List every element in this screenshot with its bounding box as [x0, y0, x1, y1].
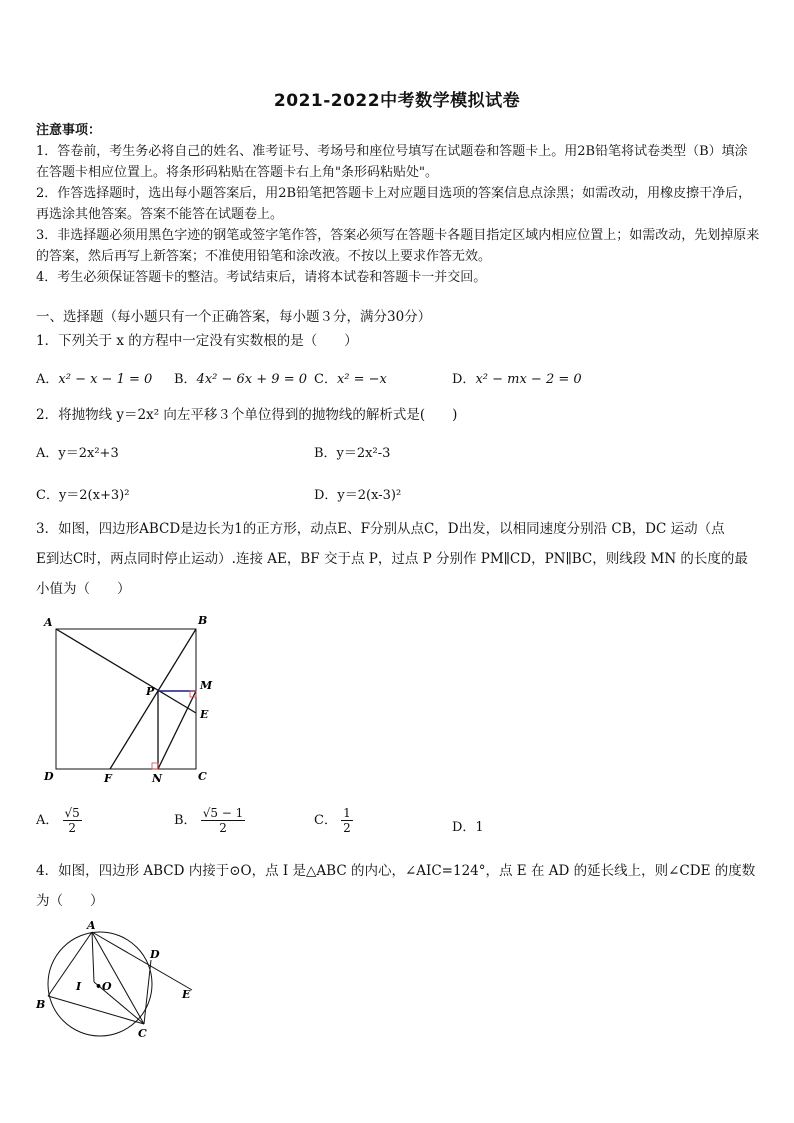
- q3-option-a: A． $\frac{√5}{2}$: [36, 806, 80, 835]
- q1-option-c-expr: x² = −x: [336, 372, 387, 387]
- q3-label-m: M: [200, 679, 213, 692]
- q3-label-e: E: [200, 708, 209, 721]
- q3-square: [56, 629, 196, 769]
- q3-option-b-num: √5 − 1: [202, 806, 244, 820]
- q3-option-a-den: 2: [68, 821, 76, 835]
- q3-label-f: F: [104, 772, 112, 785]
- q4-label-o: •O: [95, 980, 112, 993]
- q1-option-d: D．x² − mx − 2 = 0: [452, 372, 582, 387]
- q2-option-d: D．y＝2(x-3)²: [314, 488, 402, 503]
- section-heading: 一、选择题（每小题只有一个正确答案，每小题３分，满分30分）: [36, 309, 432, 325]
- q1-option-a: A．x² − x − 1 = 0: [36, 372, 153, 387]
- question-3-stem: [36, 514, 760, 604]
- q3-label-n: N: [152, 772, 163, 785]
- q1-option-a-expr: x² − x − 1 = 0: [58, 372, 153, 387]
- q3-right-angle-n: [152, 763, 158, 769]
- q3-line-ae: [56, 629, 196, 713]
- q4-line-ai: [92, 932, 94, 982]
- note-item-2: 2．作答选择题时，选出每小题答案后，用2B铅笔把答题卡上对应题目选项的答案信息点涂黑；如需改动，用橡皮擦干净后，再选涂其他答案。答案不能答在试题卷上。: [36, 186, 752, 222]
- q3-label-p: P: [146, 685, 155, 698]
- q4-line-ac: [92, 932, 144, 1024]
- q3-line-bf: [110, 629, 196, 769]
- q4-label-a: A: [87, 919, 96, 932]
- note-item-3: 3．非选择题必须用黑色字迹的钢笔或签字笔作答，答案必须写在答题卡各题目指定区域内相应位置上；如需改动，先划掉原来的答案，然后再写上新答案；不准使用铅笔和涂改液。不按以上要求作答无效。: [36, 228, 760, 264]
- q3-label-a: A: [44, 616, 53, 629]
- q3-stem-line-2: E到达C时，两点同时停止运动）.连接 AE，BF 交于点 P，过点 P 分别作 PM∥CD，PN∥BC，则线段 MN 的长度的最: [36, 551, 748, 567]
- q3-stem-line-1: 3．如图，四边形ABCD是边长为1的正方形，动点E、F分别从点C，D出发，以相同速度分别沿 CB，DC 运动（点: [36, 521, 725, 537]
- q4-label-i: I: [76, 980, 82, 993]
- q1-option-d-expr: x² − mx − 2 = 0: [475, 372, 582, 387]
- q2-option-c: C．y＝2(x+3)²: [36, 488, 130, 503]
- question-4-stem: [36, 856, 760, 916]
- q3-option-d: D．1: [452, 820, 484, 835]
- q3-option-c-num: 1: [343, 806, 351, 820]
- question-2-options-row1: [36, 442, 760, 462]
- q4-label-e: E: [182, 988, 191, 1001]
- q4-label-d: D: [150, 948, 160, 961]
- question-1-stem: 1．下列关于 x 的方程中一定没有实数根的是（ ）: [36, 333, 358, 349]
- q3-stem-line-3: 小值为（ ）: [36, 581, 131, 597]
- q3-label-b: B: [198, 614, 208, 627]
- q4-label-b: B: [36, 998, 46, 1011]
- q3-label-d: D: [44, 770, 54, 783]
- notes-heading: 注意事项：: [36, 123, 102, 138]
- q3-option-b: B． $\frac{√5 - 1}{2}$: [174, 806, 244, 835]
- q3-option-c: C． $\frac{1}{2}$: [314, 806, 351, 835]
- question-2-stem: 2．将抛物线 y＝2x² 向左平移３个单位得到的抛物线的解析式是( ): [36, 407, 458, 423]
- page-title: 2021-2022中考数学模拟试卷: [273, 91, 521, 111]
- q3-line-mn: [158, 691, 196, 769]
- q4-label-c: C: [138, 1027, 147, 1040]
- q1-option-c: C．x² = −x: [314, 372, 387, 387]
- note-item-4: 4．考生必须保证答题卡的整洁。考试结束后，请将本试卷和答题卡一并交回。: [36, 270, 487, 285]
- q3-option-a-num: √5: [64, 806, 80, 820]
- q4-line-cd: [144, 960, 151, 1024]
- q4-circle-figure: [34, 918, 204, 1042]
- q3-option-b-den: 2: [219, 821, 227, 835]
- q4-stem-line-1: 4．如图，四边形 ABCD 内接于⊙O，点 I 是△ABC 的内心，∠AIC=124°，点 E 在 AD 的延长线上，则∠CDE 的度数: [36, 863, 756, 879]
- q3-option-c-den: 2: [343, 821, 351, 835]
- q1-option-b: B．4x² − 6x + 9 = 0: [174, 372, 307, 387]
- question-1-options: [36, 368, 760, 388]
- note-item-1: 1．答卷前，考生务必将自己的姓名、准考证号、考场号和座位号填写在试题卷和答题卡上。用2B铅笔将试卷类型（B）填涂在答题卡相应位置上。将条形码粘贴在答题卡右上角"条形码粘贴处"。: [36, 144, 748, 180]
- question-3-options: [36, 806, 760, 846]
- q1-option-b-expr: 4x² − 6x + 9 = 0: [196, 372, 307, 387]
- question-2-options-row2: [36, 484, 760, 504]
- q2-option-b: B．y＝2x²-3: [314, 446, 391, 461]
- q3-square-figure: [36, 612, 226, 788]
- notes-block: [36, 120, 760, 288]
- q2-option-a: A．y＝2x²+3: [36, 446, 119, 461]
- q3-label-c: C: [198, 770, 207, 783]
- q4-stem-line-2: 为（ ）: [36, 893, 104, 909]
